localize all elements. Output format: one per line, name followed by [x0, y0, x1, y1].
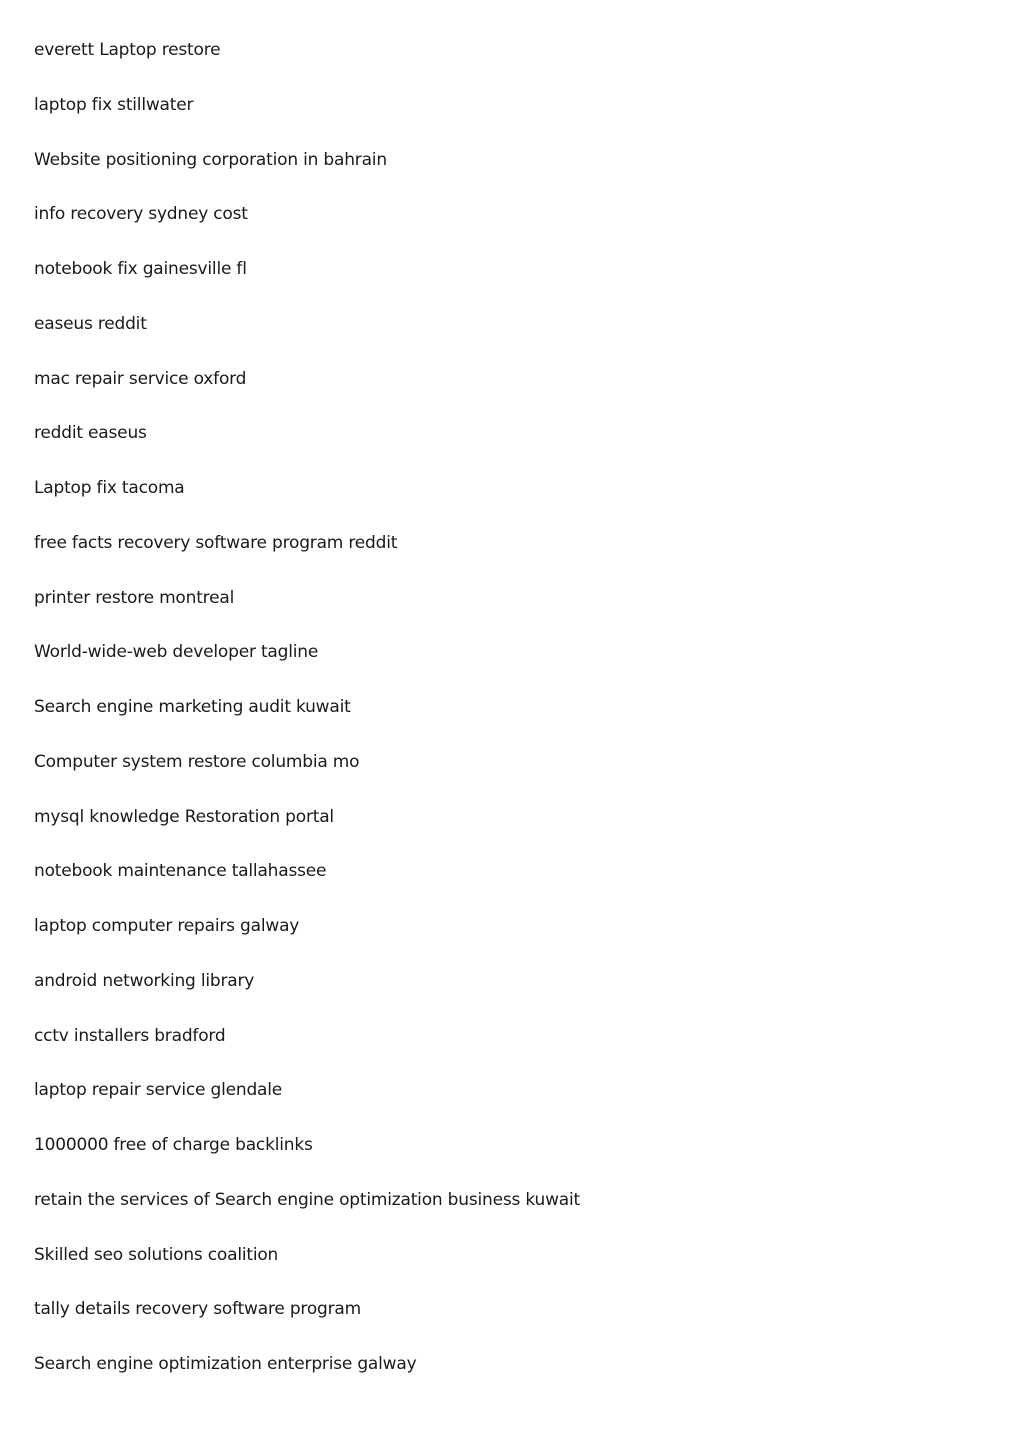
list-item	[34, 419, 580, 474]
text-line: easeus reddit	[34, 313, 147, 334]
text-line: reddit easeus	[34, 423, 147, 444]
list-item	[34, 255, 580, 310]
text-line: Search engine marketing audit kuwait	[34, 697, 351, 717]
text-line: mysql knowledge Restoration portal	[34, 806, 334, 827]
list-item	[34, 200, 580, 255]
list-item	[34, 1186, 580, 1241]
list-item	[34, 857, 580, 912]
list-item	[34, 1241, 580, 1296]
text-line: Laptop fix tacoma	[34, 478, 185, 498]
text-line: retain the services of Search engine optimization business kuwait	[34, 1189, 580, 1210]
text-line: notebook fix gainesville fl	[34, 259, 247, 279]
text-line: tally details recovery software program	[34, 1299, 362, 1320]
text-line: notebook maintenance tallahassee	[34, 861, 327, 882]
text-line: World-wide-web developer tagline	[34, 642, 319, 663]
text-line: android networking library	[34, 970, 255, 991]
text-line: laptop fix stillwater	[34, 94, 194, 115]
list-item	[34, 638, 580, 693]
text-line: printer restore montreal	[34, 587, 235, 608]
text-line: Website positioning corporation in bahrain	[34, 149, 387, 170]
list-item	[34, 1350, 580, 1405]
text-line-list	[34, 36, 580, 1405]
list-item	[34, 1131, 580, 1186]
text-line: Search engine optimization enterprise galway	[34, 1354, 417, 1374]
list-item	[34, 584, 580, 639]
list-item	[34, 693, 580, 748]
text-line: laptop repair service glendale	[34, 1080, 283, 1101]
list-item	[34, 803, 580, 858]
list-item	[34, 529, 580, 584]
list-item	[34, 365, 580, 420]
text-line: laptop computer repairs galway	[34, 916, 300, 936]
list-item	[34, 310, 580, 365]
list-item	[34, 967, 580, 1022]
text-line: 1000000 free of charge backlinks	[34, 1135, 313, 1155]
list-item	[34, 1022, 580, 1077]
text-line: Skilled seo solutions coalition	[34, 1244, 279, 1265]
text-line: everett Laptop restore	[34, 40, 221, 60]
list-item	[34, 912, 580, 967]
text-line: cctv installers bradford	[34, 1025, 226, 1046]
text-line: Computer system restore columbia mo	[34, 751, 360, 772]
list-item	[34, 1076, 580, 1131]
list-item	[34, 36, 580, 91]
text-line: info recovery sydney cost	[34, 204, 248, 225]
list-item	[34, 474, 580, 529]
list-item	[34, 91, 580, 146]
text-line: mac repair service oxford	[34, 368, 247, 389]
list-item	[34, 146, 580, 201]
list-item	[34, 748, 580, 803]
list-item	[34, 1295, 580, 1350]
text-line: free facts recovery software program reddit	[34, 532, 398, 553]
